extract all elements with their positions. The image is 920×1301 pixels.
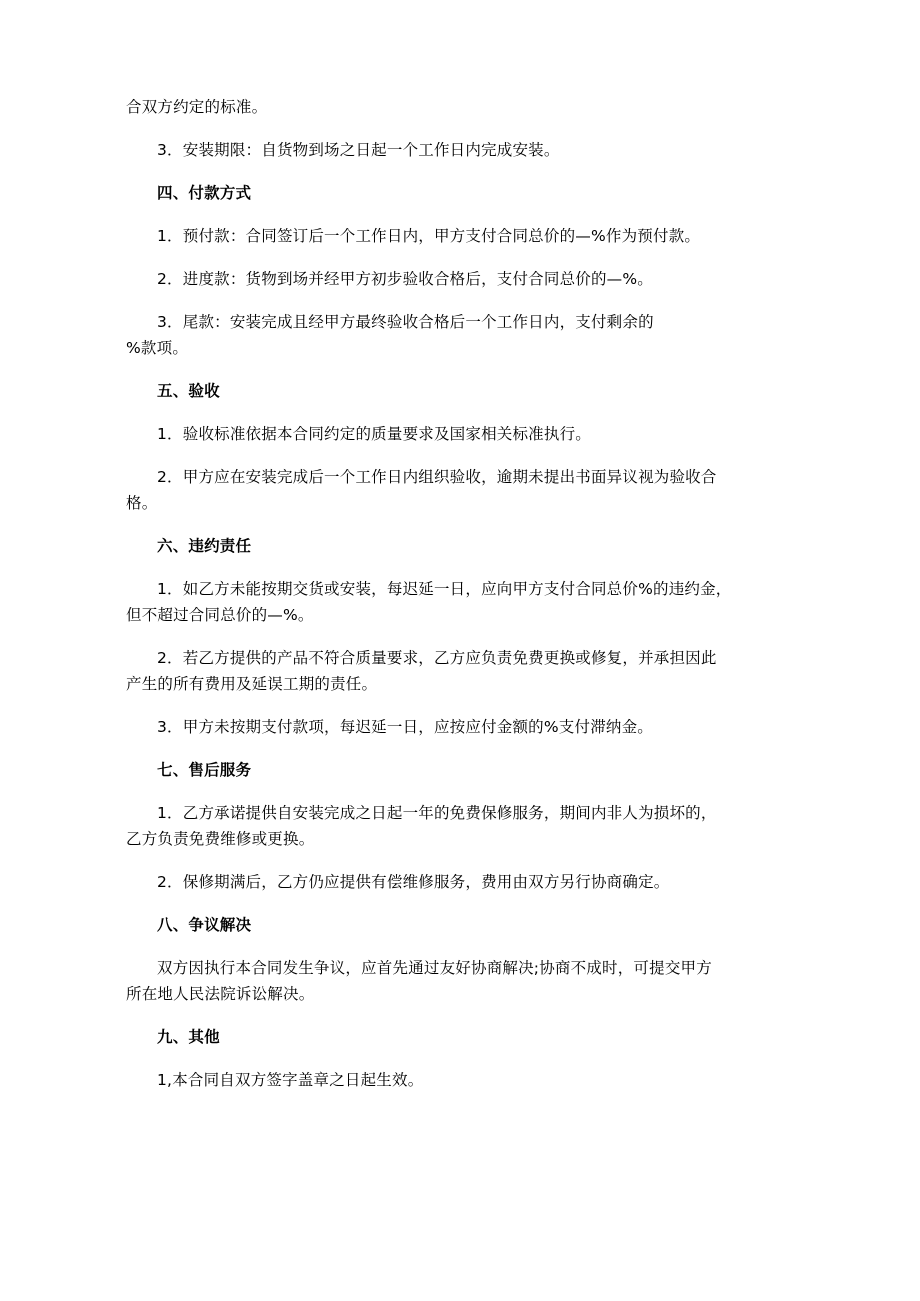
paragraph-breach-latefee: 3．甲方未按期支付款项，每迟延一日，应按应付金额的%支付滞纳金。: [157, 718, 653, 737]
paragraph-effective-date: 1,本合同自双方签字盖章之日起生效。: [157, 1071, 424, 1090]
paragraph-warranty: 1．乙方承诺提供自安装完成之日起一年的免费保修服务，期间内非人为损坏的，: [157, 804, 717, 823]
paragraph-breach-quality-continued: 产生的所有费用及延误工期的责任。: [126, 675, 378, 694]
paragraph-progress-payment: 2．进度款：货物到场并经甲方初步验收合格后，支付合同总价的—%。: [157, 270, 653, 289]
heading-acceptance: 五、验收: [157, 382, 220, 401]
paragraph-acceptance-organize-continued: 格。: [126, 494, 158, 513]
heading-breach-liability: 六、违约责任: [157, 537, 252, 556]
paragraph-prepayment: 1．预付款：合同签订后一个工作日内，甲方支付合同总价的—%作为预付款。: [157, 227, 701, 246]
paragraph-paid-maintenance: 2．保修期满后，乙方仍应提供有偿维修服务，费用由双方另行协商确定。: [157, 873, 670, 892]
paragraph-final-payment-continued: %款项。: [126, 339, 189, 358]
paragraph-final-payment: 3．尾款：安装完成且经甲方最终验收合格后一个工作日内，支付剩余的: [157, 313, 654, 332]
heading-after-sales: 七、售后服务: [157, 761, 252, 780]
paragraph-breach-quality: 2．若乙方提供的产品不符合质量要求，乙方应负责免费更换或修复，并承担因此: [157, 649, 717, 668]
paragraph-breach-delay-continued: 但不超过合同总价的—%。: [126, 606, 314, 625]
heading-dispute-resolution: 八、争议解决: [157, 916, 252, 935]
heading-other: 九、其他: [157, 1028, 220, 1047]
paragraph-dispute-body-continued: 所在地人民法院诉讼解决。: [126, 985, 315, 1004]
document-body: [126, 95, 794, 1092]
paragraph-install-period: 3．安装期限：自货物到场之日起一个工作日内完成安装。: [157, 141, 560, 160]
paragraph-continued-standard: 合双方约定的标准。: [126, 98, 268, 116]
paragraph-acceptance-standard: 1．验收标准依据本合同约定的质量要求及国家相关标准执行。: [157, 425, 591, 444]
paragraph-warranty-continued: 乙方负责免费维修或更换。: [126, 830, 315, 849]
heading-payment-method: 四、付款方式: [157, 184, 252, 203]
paragraph-dispute-body: 双方因执行本合同发生争议，应首先通过友好协商解决;协商不成时，可提交甲方: [157, 959, 712, 978]
paragraph-breach-delay: 1．如乙方未能按期交货或安装，每迟延一日，应向甲方支付合同总价%的违约金，: [157, 580, 732, 599]
paragraph-acceptance-organize: 2．甲方应在安装完成后一个工作日内组织验收，逾期未提出书面异议视为验收合: [157, 468, 717, 487]
